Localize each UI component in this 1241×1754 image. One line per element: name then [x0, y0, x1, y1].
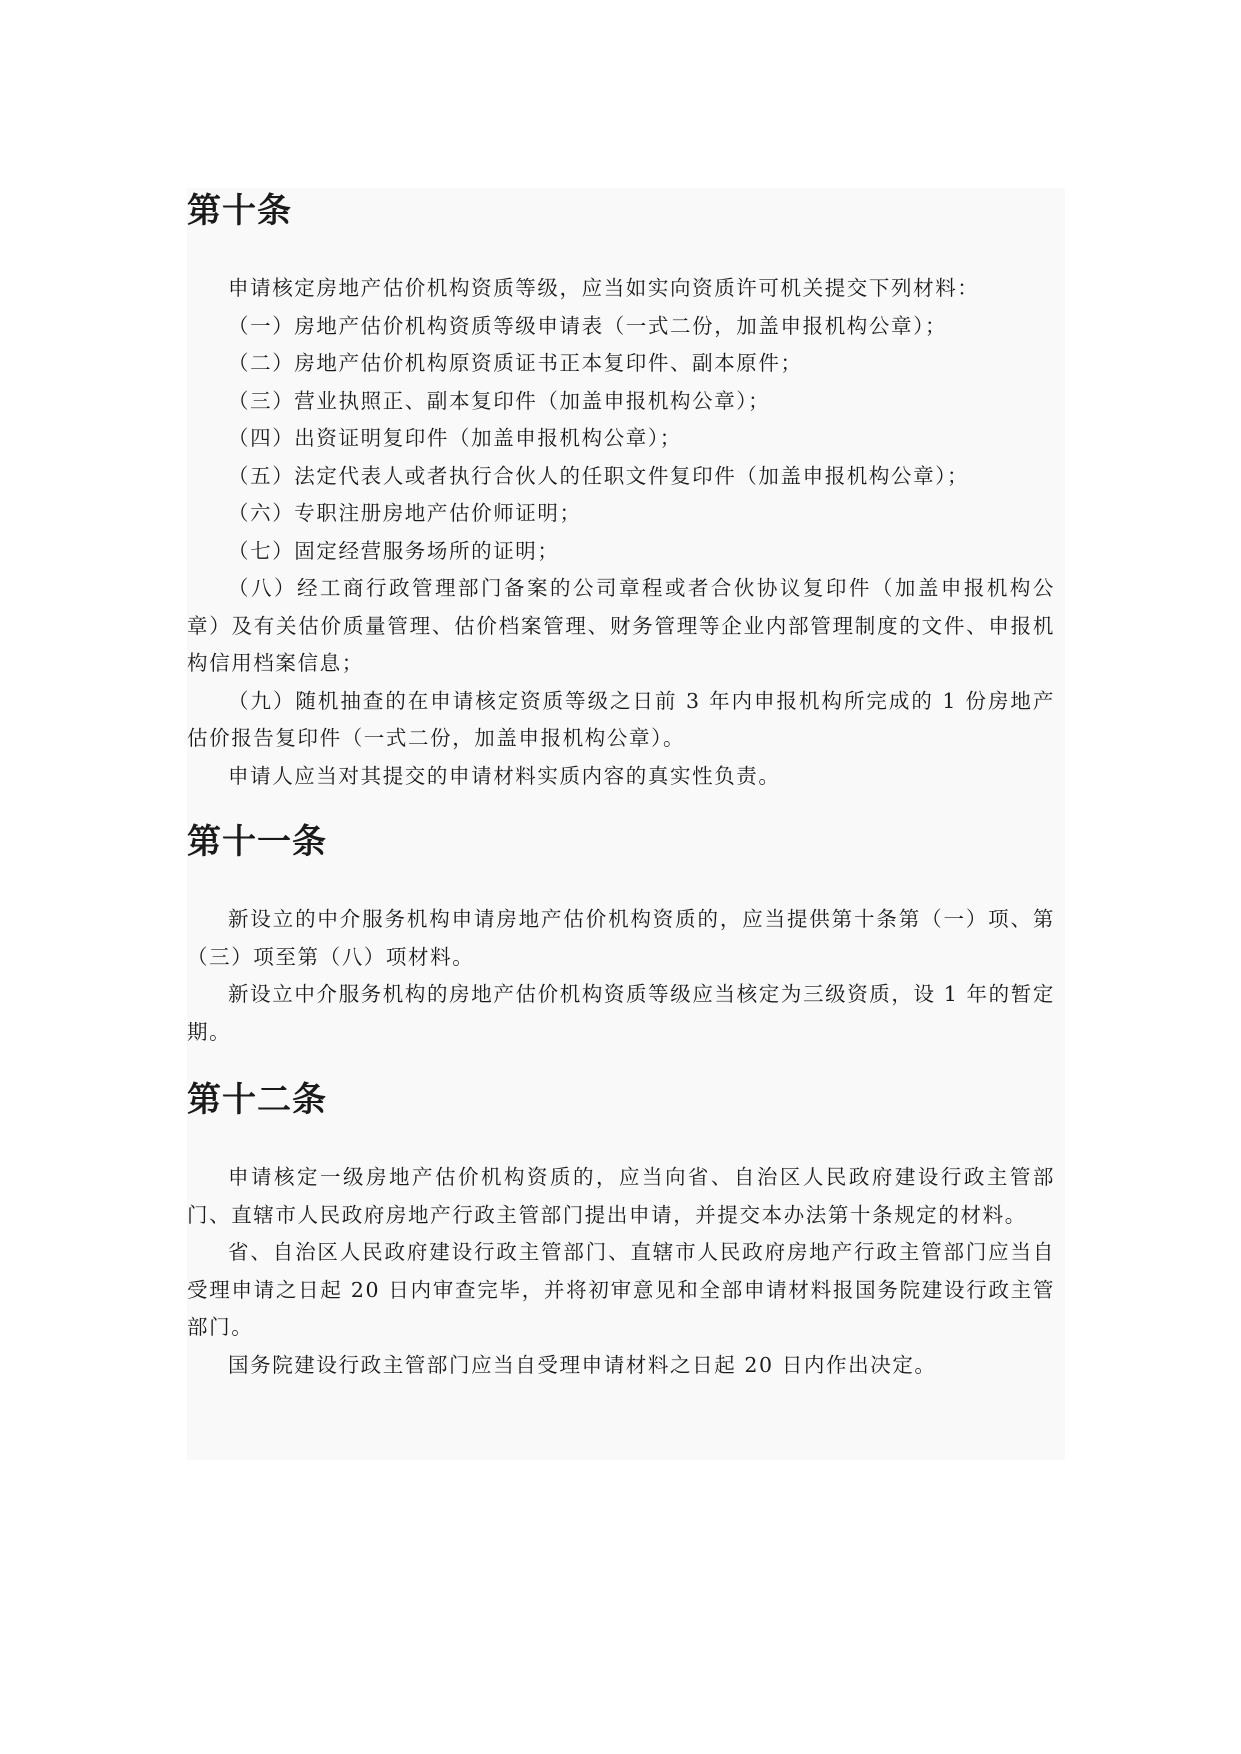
list-item: （九）随机抽查的在申请核定资质等级之日前 3 年内申报机构所完成的 1 份房地产估价报告复印件（一式二份，加盖申报机构公章）。	[187, 688, 1055, 750]
paragraph: 申请核定一级房地产估价机构资质的，应当向省、自治区人民政府建设行政主管部门、直辖市人民政府房地产行政主管部门提出申请，并提交本办法第十条规定的材料。	[187, 1165, 1055, 1227]
article-10	[187, 188, 1055, 795]
list-item: （二）房地产估价机构原资质证书正本复印件、副本原件；	[228, 351, 803, 375]
article-11	[187, 819, 1055, 1051]
list-item: （八）经工商行政管理部门备案的公司章程或者合伙协议复印件（加盖申报机构公章）及有关估价质量管理、估价档案管理、财务管理等企业内部管理制度的文件、申报机构信用档案信息；	[187, 576, 1055, 675]
article-paragraphs	[187, 865, 1055, 1051]
paragraph: 新设立的中介服务机构申请房地产估价机构资质的，应当提供第十条第（一）项、第（三）项至第（八）项材料。	[187, 907, 1055, 969]
document-body	[187, 188, 1055, 1384]
paragraph: 省、自治区人民政府建设行政主管部门、直辖市人民政府房地产行政主管部门应当自受理申请之日起 20 日内审查完毕，并将初审意见和全部申请材料报国务院建设行政主管部门。	[187, 1240, 1055, 1339]
list-item: （七）固定经营服务场所的证明；	[228, 538, 560, 563]
article-paragraphs	[187, 234, 1055, 795]
paragraph: 申请人应当对其提交的申请材料实质内容的真实性负责。	[228, 763, 781, 788]
article-heading: 第十二条	[187, 1080, 327, 1120]
article-paragraphs	[187, 1123, 1055, 1384]
article-heading: 第十一条	[187, 822, 327, 862]
article-12	[187, 1077, 1055, 1384]
list-item: （三）营业执照正、副本复印件（加盖申报机构公章）；	[228, 388, 771, 413]
paragraph: 申请核定房地产估价机构资质等级，应当如实向资质许可机关提交下列材料：	[228, 276, 980, 300]
paragraph: 新设立中介服务机构的房地产估价机构资质等级应当核定为三级资质，设 1 年的暂定期。	[187, 982, 1055, 1044]
article-heading: 第十条	[187, 191, 292, 231]
list-item: （一）房地产估价机构资质等级申请表（一式二份，加盖申报机构公章）；	[228, 313, 948, 338]
list-item: （四）出资证明复印件（加盖申报机构公章）；	[228, 426, 682, 450]
list-item: （五）法定代表人或者执行合伙人的任职文件复印件（加盖申报机构公章）；	[228, 463, 970, 488]
paragraph: 国务院建设行政主管部门应当自受理申请材料之日起 20 日内作出决定。	[228, 1352, 937, 1377]
list-item: （六）专职注册房地产估价师证明；	[228, 501, 582, 525]
